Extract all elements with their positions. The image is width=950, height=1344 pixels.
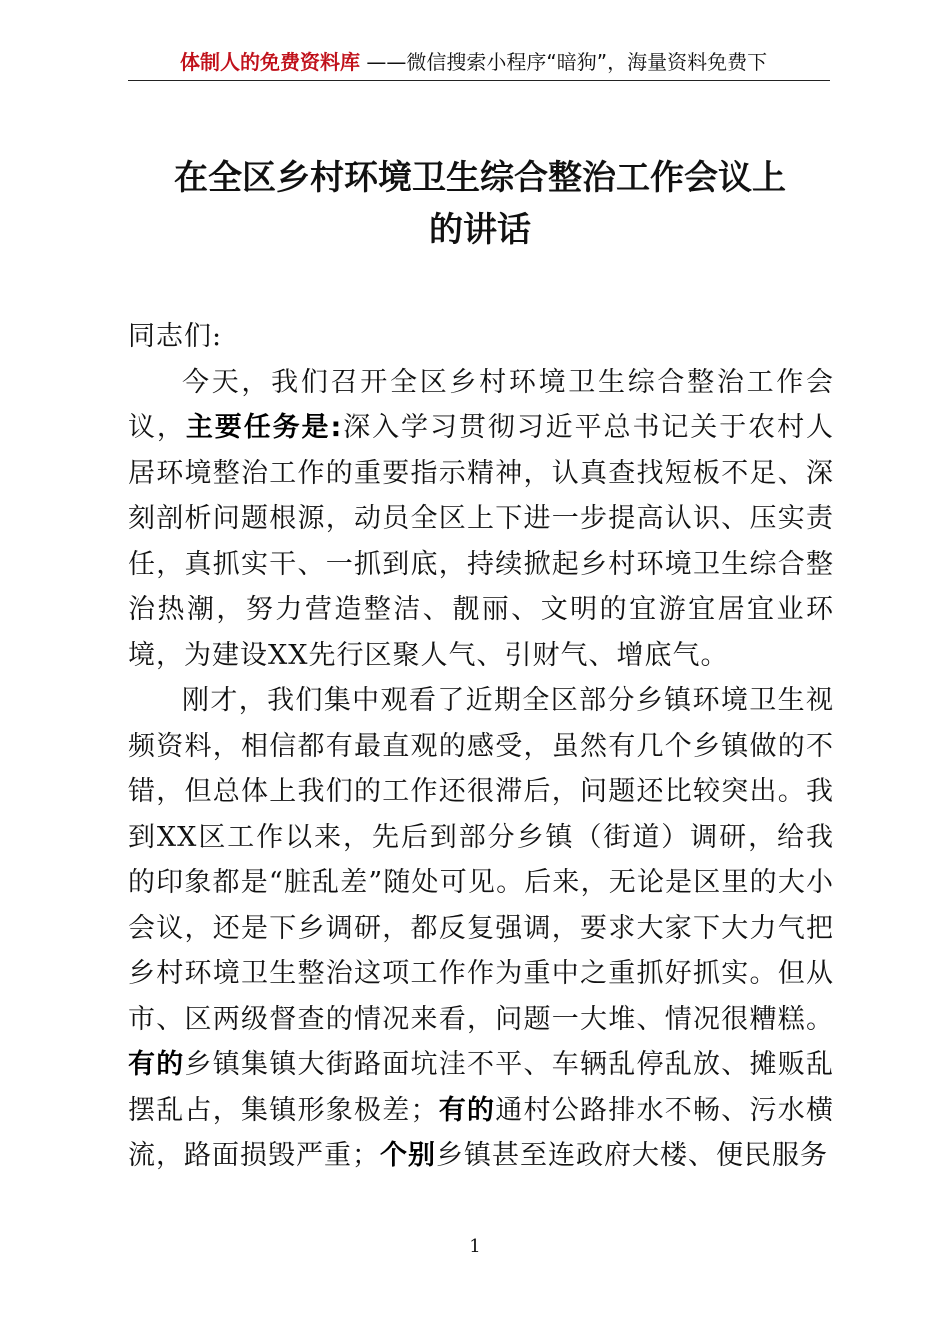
page-number: 1 (469, 1236, 481, 1257)
p1-text-a: 今天，我们召开全区乡村环境卫生综合整治工作会议， (128, 366, 834, 443)
title-line-2: 的讲话 (429, 210, 531, 250)
header-promo-text: ——微信搜索小程序“暗狗”，海量资料免费下 (360, 50, 768, 74)
p2-text-c: 通村公路排水不畅、污水横流，路面损毁严重； (128, 1094, 834, 1171)
p2-emphasis-3: 个别 (380, 1140, 436, 1171)
paragraph-1 (128, 360, 834, 679)
p2-emphasis-2: 有的 (438, 1094, 496, 1126)
p2-text-b: 乡镇集镇大街路面坑洼不平、车辆乱停乱放、摊贩乱摆乱占，集镇形象极差； (128, 1049, 834, 1126)
p1-emphasis: 主要任务是: (185, 412, 343, 443)
p1-text-b: 深入学习贯彻习近平总书记关于农村人居环境整治工作的重要指示精神，认真查找短板不足、深刻剖析问题根源，动员全区上下进一步提高认识、压实责任，真抓实干、一抓到底，持续掀起乡村环境卫生综合整治热潮，努力营造整洁、靓丽、文明的宜游宜居宜业环境，为建设XX先行区聚人气、引财气、增底气。 (128, 412, 834, 671)
document-title (120, 152, 840, 256)
p2-emphasis-1: 有的 (128, 1049, 185, 1080)
p2-text-d: 乡镇甚至连政府大楼、便民服务 (436, 1140, 828, 1171)
p2-text-a: 刚才，我们集中观看了近期全区部分乡镇环境卫生视频资料，相信都有最直观的感受，虽然有几个乡镇做的不错，但总体上我们的工作还很滞后，问题还比较突出。我到XX区工作以来，先后到部分乡镇（街道）调研，给我的印象都是“脏乱差”随处可见。后来，无论是区里的大小会议，还是下乡调研，都反复强调，要求大家下大力气把乡村环境卫生整治这项工作作为重中之重抓好抓实。但从市、区两级督查的情况来看，问题一大堆、情况很糟糕。 (128, 685, 834, 1035)
document-body (128, 314, 834, 1179)
page-header (128, 48, 830, 81)
salutation: 同志们: (128, 321, 223, 352)
title-line-1: 在全区乡村环境卫生综合整治工作会议上 (174, 158, 786, 198)
paragraph-2 (128, 678, 834, 1179)
header-brand: 体制人的免费资料库 (180, 50, 360, 74)
